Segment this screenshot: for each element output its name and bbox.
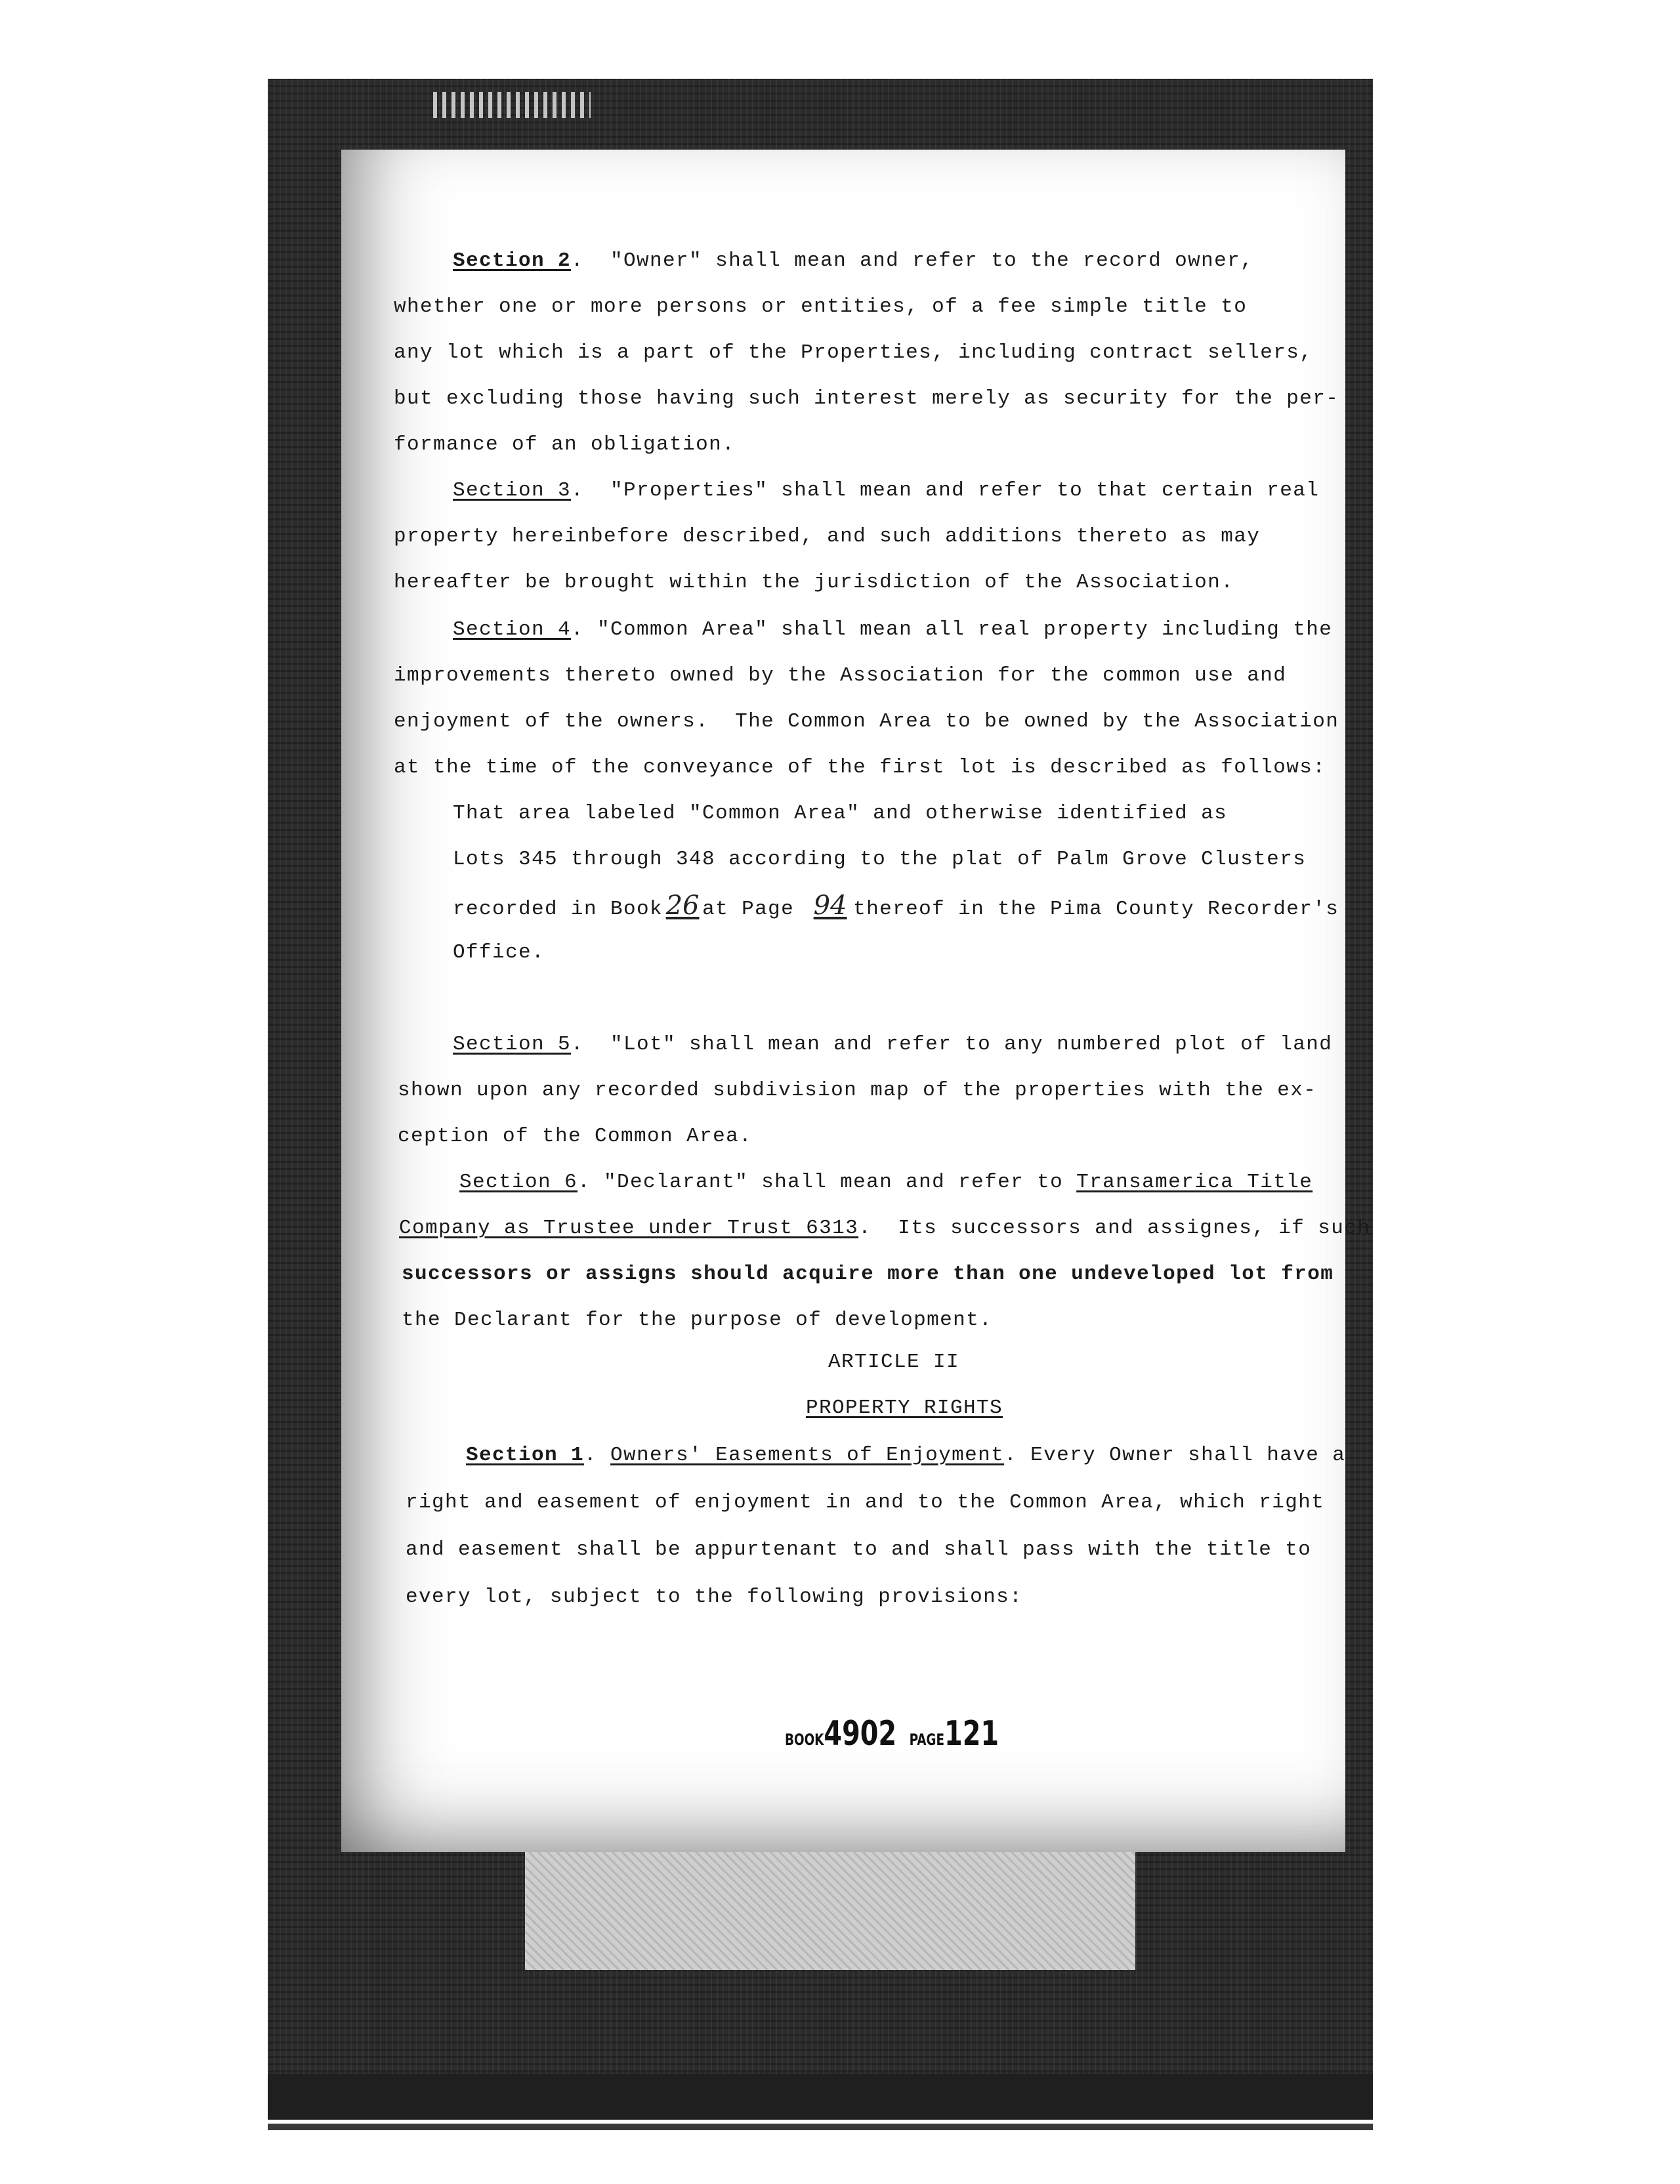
- stamp-page-label: PAGE: [909, 1731, 945, 1749]
- text-line: formance of an obligation.: [394, 433, 736, 456]
- section-heading: Section 3: [453, 479, 572, 502]
- text-line: enjoyment of the owners. The Common Area to be owned by the Association: [394, 710, 1339, 733]
- book-page-stamp: [785, 1714, 999, 1754]
- scan-frame-bottom: [268, 2074, 1373, 2120]
- text-line: shown upon any recorded subdivision map of the properties with the ex-: [398, 1079, 1317, 1102]
- declarant-name: Company as Trustee under Trust 6313: [399, 1217, 859, 1240]
- line-text: at Page: [702, 898, 808, 921]
- line-text: . "Declarant" shall mean and refer to: [578, 1171, 1077, 1194]
- text-line: but excluding those having such interest merely as security for the per-: [394, 387, 1339, 410]
- text-line: [453, 892, 1339, 923]
- line-text: . "Lot" shall mean and refer to any numbered plot of land: [571, 1033, 1333, 1056]
- text-line: [453, 478, 1319, 504]
- declarant-name: Transamerica Title: [1076, 1171, 1313, 1194]
- text-line: any lot which is a part of the Properties, including contract sellers,: [394, 341, 1313, 364]
- stamp-book-label: BOOK: [785, 1731, 824, 1749]
- stamp-book-number: 4902: [824, 1714, 897, 1754]
- text-line: every lot, subject to the following provisions:: [406, 1586, 1023, 1608]
- handwritten-book-number: 26: [665, 891, 700, 921]
- scan-frame-bottom-line: [268, 2124, 1373, 2130]
- line-text: . Every Owner shall have a: [1004, 1444, 1346, 1467]
- text-line: [399, 1215, 1370, 1242]
- stamp-page-number: 121: [944, 1714, 999, 1754]
- section-heading: Section 6: [459, 1171, 578, 1194]
- text-line: at the time of the conveyance of the first lot is described as follows:: [394, 756, 1326, 779]
- line-text: . "Owner" shall mean and refer to the record owner,: [571, 249, 1254, 272]
- scan-noise: [433, 92, 591, 118]
- text-line: successors or assigns should acquire more than one undeveloped lot from: [402, 1263, 1334, 1286]
- section-heading: Section 5: [453, 1033, 572, 1056]
- line-text: . "Properties" shall mean and refer to that certain real: [571, 479, 1320, 502]
- section-heading: Section 2: [453, 249, 572, 272]
- text-line: whether one or more persons or entities, of a fee simple title to: [394, 295, 1248, 318]
- text-line: property hereinbefore described, and such additions thereto as may: [394, 525, 1261, 548]
- handwritten-page-number: 94: [813, 891, 847, 921]
- text-line: Lots 345 through 348 according to the plat of Palm Grove Clusters: [453, 848, 1307, 871]
- article-number: ARTICLE II: [828, 1351, 960, 1374]
- line-text: . Its successors and assignes, if such: [858, 1217, 1371, 1240]
- line-text: thereof in the Pima County Recorder's: [853, 898, 1339, 921]
- text-line: and easement shall be appurtenant to and shall pass with the title to: [406, 1538, 1312, 1561]
- text-line: hereafter be brought within the jurisdiction of the Association.: [394, 571, 1234, 594]
- section-heading: Section 4: [453, 618, 572, 641]
- article-title: PROPERTY RIGHTS: [806, 1396, 1003, 1419]
- text-line: Office.: [453, 941, 545, 964]
- text-line: That area labeled "Common Area" and otherwise identified as: [453, 802, 1228, 825]
- line-text: .: [584, 1444, 611, 1467]
- text-line: [466, 1442, 1345, 1469]
- text-line: the Declarant for the purpose of development.: [402, 1309, 993, 1332]
- line-text: recorded in Book: [453, 898, 663, 921]
- text-line: right and easement of enjoyment in and to the Common Area, which right: [406, 1491, 1325, 1514]
- line-text: . "Common Area" shall mean all real property including the: [571, 618, 1333, 641]
- section-title: Owners' Easements of Enjoyment: [610, 1444, 1005, 1467]
- text-line: [459, 1169, 1312, 1196]
- text-line: [453, 617, 1332, 643]
- text-line: [453, 1032, 1332, 1058]
- text-line: improvements thereto owned by the Association for the common use and: [394, 664, 1287, 687]
- text-line: ception of the Common Area.: [398, 1125, 753, 1148]
- section-heading: Section 1: [466, 1444, 585, 1467]
- text-line: [453, 248, 1253, 274]
- paper-tab: [525, 1852, 1135, 1970]
